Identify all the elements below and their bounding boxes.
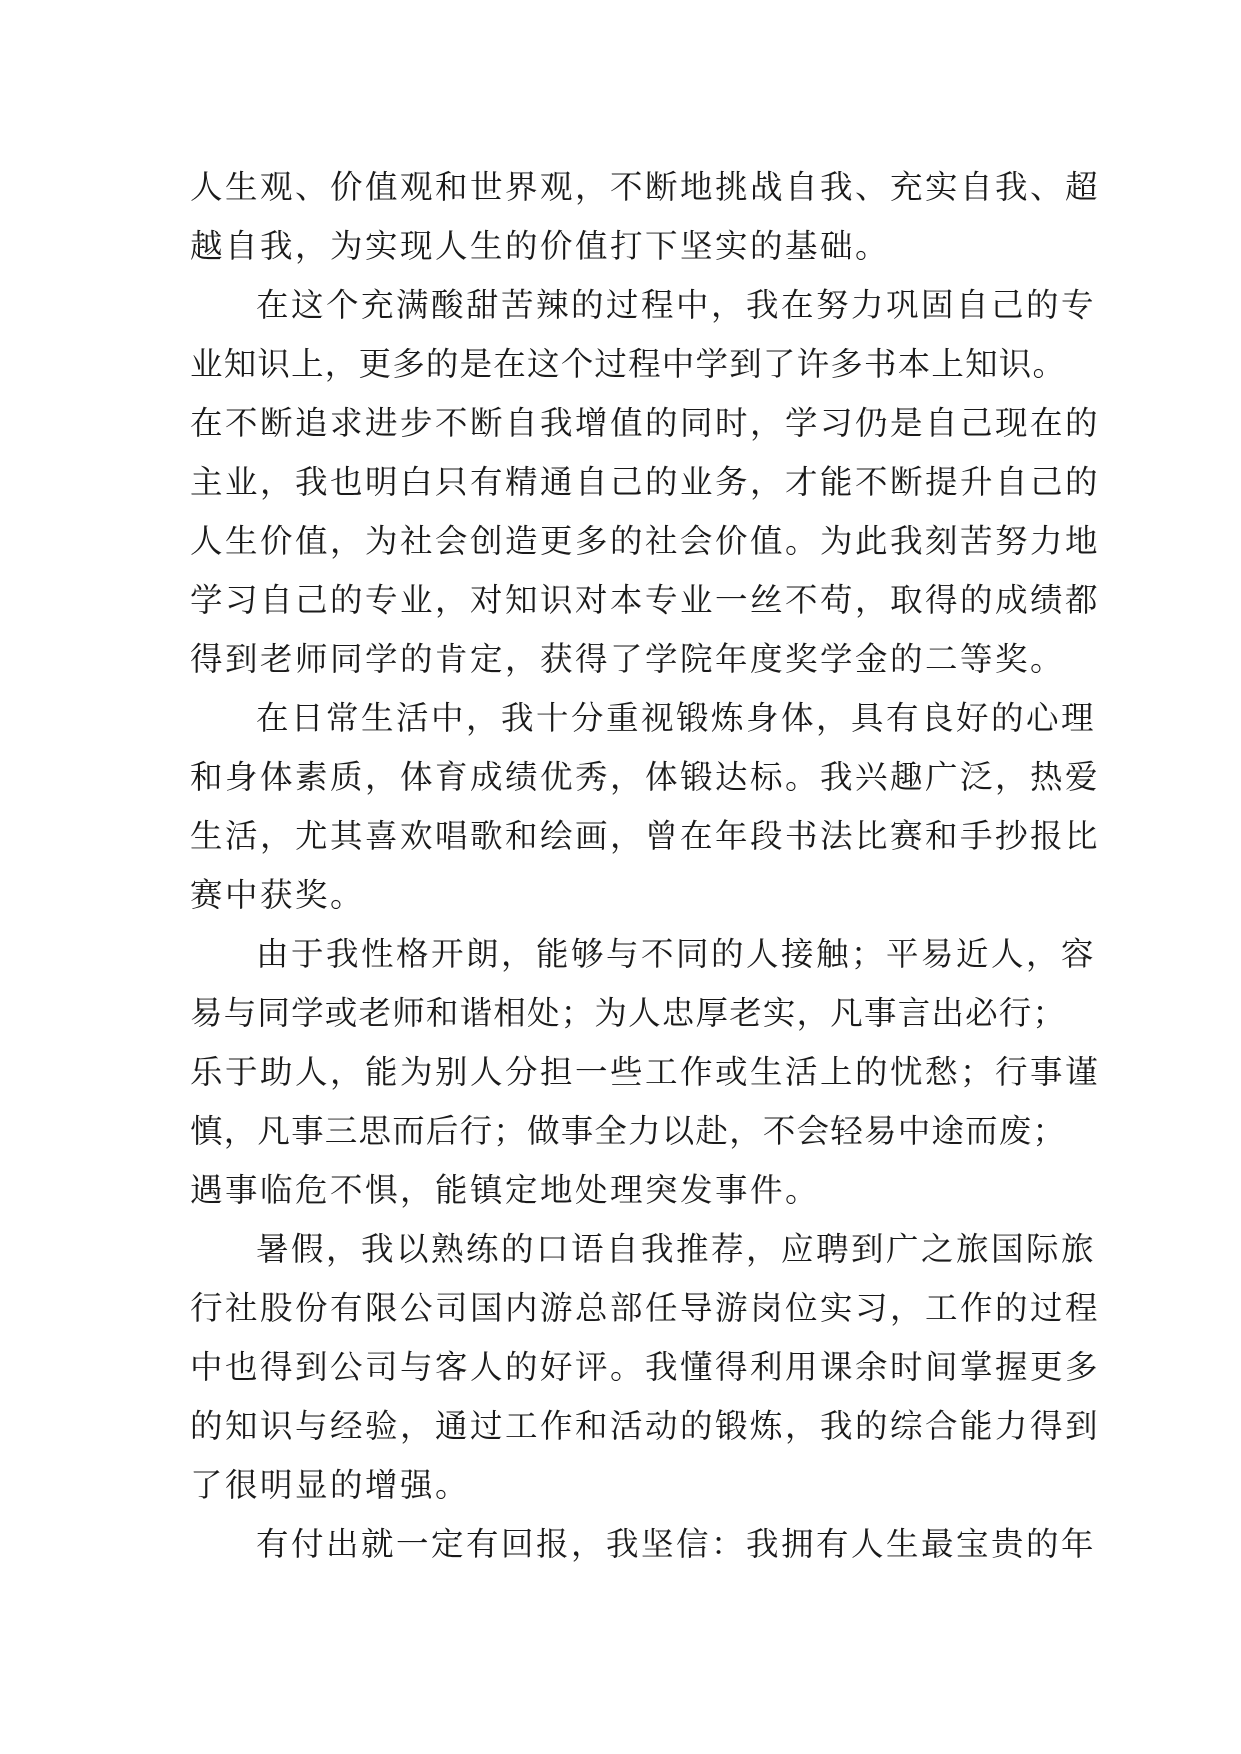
paragraph [190,276,1101,689]
text-line: 慎，凡事三思而后行；做事全力以赴，不会轻易中途而废； [190,1112,1067,1150]
text-line: 暑假，我以熟练的口语自我推荐，应聘到广之旅国际旅 [256,1230,1097,1268]
paragraph [190,158,1101,276]
paragraph [190,1515,1097,1574]
document-body [190,158,1101,1574]
paragraph [190,689,1101,925]
text-line: 和身体素质，体育成绩优秀，体锻达标。我兴趣广泛，热爱 [190,758,1101,796]
text-line: 了很明显的增强。 [190,1466,471,1504]
text-line: 生活，尤其喜欢唱歌和绘画，曾在年段书法比赛和手抄报比 [190,817,1101,855]
text-line: 学习自己的专业，对知识对本专业一丝不苟，取得的成绩都 [190,581,1101,619]
text-line: 主业，我也明白只有精通自己的业务，才能不断提升自己的 [190,463,1101,501]
text-line: 在不断追求进步不断自我增值的同时，学习仍是自己现在的 [190,404,1101,442]
text-line: 越自我，为实现人生的价值打下坚实的基础。 [190,227,891,265]
text-line: 有付出就一定有回报，我坚信：我拥有人生最宝贵的年 [256,1525,1097,1563]
paragraph [190,925,1101,1220]
text-line: 在日常生活中，我十分重视锻炼身体，具有良好的心理 [256,699,1097,737]
paragraph [190,1220,1101,1515]
text-line: 的知识与经验，通过工作和活动的锻炼，我的综合能力得到 [190,1407,1101,1445]
text-line: 中也得到公司与客人的好评。我懂得利用课余时间掌握更多 [190,1348,1101,1386]
text-line: 在这个充满酸甜苦辣的过程中，我在努力巩固自己的专 [256,286,1097,324]
text-line: 业知识上，更多的是在这个过程中学到了许多书本上知识。 [190,345,1067,383]
text-line: 赛中获奖。 [190,876,366,914]
text-line: 遇事临危不惧，能镇定地处理突发事件。 [190,1171,821,1209]
text-line: 人生价值，为社会创造更多的社会价值。为此我刻苦努力地 [190,522,1101,560]
text-line: 人生观、价值观和世界观，不断地挑战自我、充实自我、超 [190,168,1101,206]
text-line: 由于我性格开朗，能够与不同的人接触；平易近人，容 [256,935,1097,973]
text-line: 得到老师同学的肯定，获得了学院年度奖学金的二等奖。 [190,640,1066,678]
text-line: 行社股份有限公司国内游总部任导游岗位实习，工作的过程 [190,1289,1101,1327]
text-line: 乐于助人，能为别人分担一些工作或生活上的忧愁；行事谨 [190,1053,1101,1091]
text-line: 易与同学或老师和谐相处；为人忠厚老实，凡事言出必行； [190,994,1067,1032]
